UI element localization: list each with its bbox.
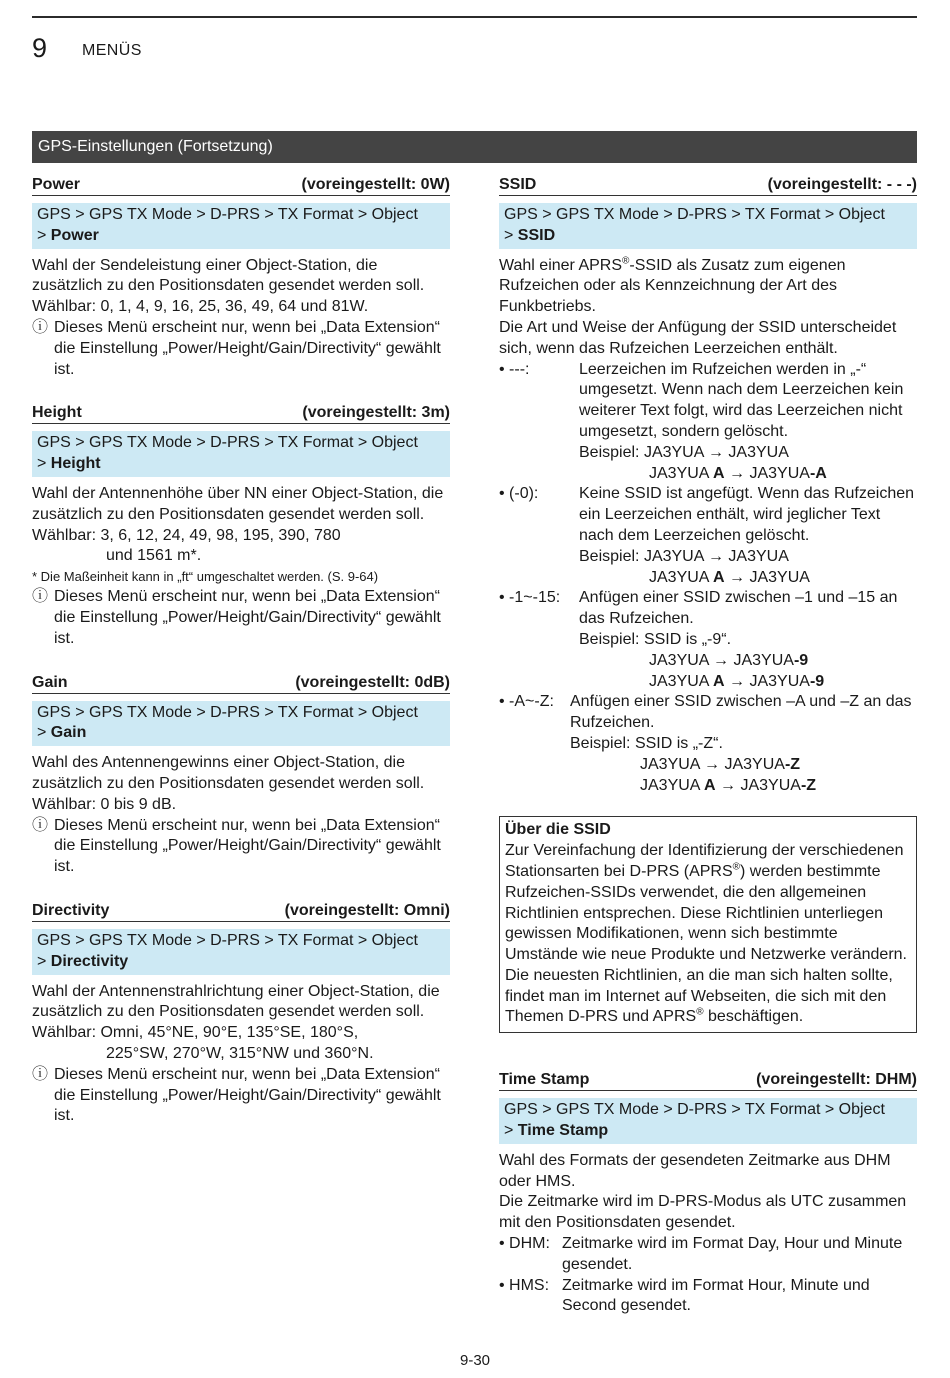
- height-section: [32, 402, 450, 649]
- timestamp-description: Wahl des Formats der gesendeten Zeitmarke aus DHM oder HMS.: [499, 1151, 891, 1190]
- power-header: [32, 174, 450, 196]
- path-separator: >: [37, 226, 51, 244]
- example-part: JA3YUA → JA3YUA: [649, 651, 794, 669]
- path-separator: >: [37, 952, 51, 970]
- example-part: → JA3YUA: [724, 672, 810, 690]
- option-key: • (-0):: [499, 485, 539, 503]
- example-part: JA3YUA → JA3YUA: [640, 755, 785, 773]
- timestamp-section: [499, 1069, 917, 1317]
- info-text: Zur Vereinfachung der Identifizierung der verschiedenen Stationsarten bei D-PRS (APRS: [505, 842, 904, 880]
- info-text: ) werden bestimmte Rufzeichen-SSIDs verwendet, die den allgemeinen Richtlinien entsprechen. Diese Richtlinien unterliegen gewissen Modifikationen, wenn sich bestimmte Umstände wie neue Produkte und Netzwerke verändern. Die neuesten Richtlinien, an die man sich halten sollte, findet man im Internet auf Webseiten, die sich mit den Themen D-PRS und APRS: [505, 862, 907, 1026]
- height-options: Wählbar: 3, 6, 12, 24, 49, 98, 195, 390, 780: [32, 526, 341, 544]
- example-line: [579, 651, 917, 672]
- option-text: Leerzeichen im Rufzeichen werden in „-“ umgesetzt. Wenn nach dem Leerzeichen kein weiterer Text folgt, wird das Leerzeichen nicht umgesetzt, sondern gelöscht.: [579, 360, 904, 440]
- path-prefix: GPS > GPS TX Mode > D-PRS > TX Format > Object: [37, 206, 418, 223]
- example-part: JA3YUA: [649, 672, 714, 690]
- path-separator: >: [37, 724, 51, 742]
- path-item: Directivity: [50, 952, 129, 970]
- power-note: [32, 318, 450, 380]
- example-part: → JA3YUA: [724, 568, 810, 586]
- height-note: [32, 587, 450, 649]
- chapter-number: 9: [32, 33, 48, 63]
- timestamp-option: [499, 1276, 917, 1318]
- directivity-header: [32, 900, 450, 922]
- height-menu-path: [32, 431, 450, 477]
- example-part: A: [713, 672, 725, 690]
- height-default: (voreingestellt: 3m): [302, 404, 450, 422]
- example-part: JA3YUA: [649, 568, 714, 586]
- directivity-title: Directivity: [32, 901, 110, 919]
- desc-text: Wahl einer APRS: [499, 256, 623, 274]
- power-description: Wahl der Sendeleistung einer Object-Station, die zusätzlich zu den Positionsdaten gesendet werden soll.: [32, 256, 425, 295]
- directivity-default: (voreingestellt: Omni): [284, 901, 450, 919]
- header-rule: [32, 16, 917, 18]
- example-line: [579, 443, 917, 464]
- option-key: • ---:: [499, 360, 530, 378]
- power-section: [32, 174, 450, 380]
- example-part: A: [713, 568, 725, 586]
- example-line: [570, 734, 917, 755]
- ssid-default: (voreingestellt: - - -): [767, 176, 917, 193]
- gain-description: Wahl des Antennengewinns einer Object-Station, die zusätzlich zu den Positionsdaten gesendet werden soll.: [32, 754, 425, 792]
- height-footnote: * Die Maßeinheit kann in „ft“ umgeschaltet werden. (S. 9-64): [32, 569, 379, 585]
- ssid-header: [499, 174, 917, 196]
- info-box-text: [505, 841, 911, 1028]
- example-part: -Z: [800, 776, 817, 794]
- info-icon: ⓘ: [32, 588, 49, 606]
- example-line: [570, 776, 917, 797]
- chapter-title: MENÜS: [82, 42, 142, 59]
- gain-title: Gain: [32, 673, 68, 691]
- path-prefix: GPS > GPS TX Mode > D-PRS > TX Format > Object: [37, 434, 418, 452]
- info-box-title: Über die SSID: [505, 821, 611, 839]
- option-text: Zeitmarke wird im Format Hour, Minute und Second gesendet.: [562, 1276, 870, 1315]
- gain-section: [32, 672, 450, 878]
- timestamp-header: [499, 1069, 917, 1091]
- directivity-description: Wahl der Antennenstrahlrichtung einer Object-Station, die zusätzlich zu den Positionsdaten gesendet werden soll.: [32, 982, 440, 1021]
- page-number: 9-30: [459, 1352, 491, 1369]
- option-key: • -A~-Z:: [499, 693, 554, 711]
- gain-options: Wählbar: 0 bis 9 dB.: [32, 795, 177, 813]
- example-part: -A: [809, 464, 827, 482]
- info-text: beschäftigen.: [703, 1008, 804, 1026]
- path-item: SSID: [517, 226, 556, 244]
- path-prefix: GPS > GPS TX Mode > D-PRS > TX Format > Object: [504, 206, 885, 223]
- timestamp-description-2: Die Zeitmarke wird im D-PRS-Modus als UTC zusammen mit den Positionsdaten gesendet.: [499, 1193, 907, 1232]
- height-description: Wahl der Antennenhöhe über NN einer Object-Station, die zusätzlich zu den Positionsdaten gesendet werden soll.: [32, 484, 444, 523]
- option-text: Anfügen einer SSID zwischen –1 und –15 an das Rufzeichen.: [579, 589, 898, 628]
- ssid-option: [499, 692, 917, 796]
- ssid-description-2: Die Art und Weise der Anfügung der SSID unterscheidet sich, wenn das Rufzeichen Leerzeichen enthält.: [499, 318, 897, 357]
- example-label: Beispiel:: [579, 630, 640, 648]
- power-default: (voreingestellt: 0W): [301, 176, 450, 193]
- note-text: Dieses Menü erscheint nur, wenn bei „Data Extension“ die Einstellung „Power/Height/Gain/Directivity“ gewählt ist.: [54, 1065, 441, 1125]
- example-part: JA3YUA: [640, 776, 705, 794]
- note-text: Dieses Menü erscheint nur, wenn bei „Data Extension“ die Einstellung „Power/Height/Gain/Directivity“ gewählt ist.: [54, 588, 441, 647]
- example-part: A: [713, 464, 725, 482]
- path-prefix: GPS > GPS TX Mode > D-PRS > TX Format > Object: [37, 931, 418, 949]
- example-line: [579, 568, 917, 589]
- directivity-menu-path: [32, 929, 450, 975]
- example-label: Beispiel:: [579, 443, 640, 461]
- directivity-note: [32, 1065, 450, 1127]
- ssid-option: [499, 588, 917, 692]
- gain-menu-path: [32, 701, 450, 747]
- example-value: SSID is „-Z“.: [634, 734, 723, 752]
- gain-note: [32, 816, 450, 878]
- info-icon: ⓘ: [32, 318, 49, 336]
- desc-text: -SSID als Zusatz zum eigenen Rufzeichen oder als Kennzeichnung der Art des Funkbetriebs.: [499, 256, 846, 316]
- registered-mark: ®: [732, 861, 741, 873]
- gain-default: (voreingestellt: 0dB): [295, 673, 450, 691]
- path-separator: >: [504, 1122, 518, 1140]
- ssid-section: [499, 174, 917, 796]
- section-bar: GPS-Einstellungen (Fortsetzung): [32, 131, 917, 163]
- path-item: Power: [50, 226, 99, 244]
- example-line: [579, 464, 917, 485]
- example-part: -9: [793, 651, 809, 669]
- height-title: Height: [32, 404, 82, 422]
- registered-mark: ®: [696, 1007, 704, 1019]
- timestamp-default: (voreingestellt: DHM): [756, 1071, 917, 1089]
- example-part: JA3YUA: [649, 464, 714, 482]
- option-text: Anfügen einer SSID zwischen –A und –Z an das Rufzeichen.: [570, 693, 912, 732]
- ssid-title: SSID: [499, 176, 537, 193]
- example-line: [570, 755, 917, 776]
- height-options-cont: und 1561 m*.: [106, 547, 202, 565]
- ssid-info-box: [499, 816, 917, 1033]
- example-part: A: [704, 776, 716, 794]
- power-options: Wählbar: 0, 1, 4, 9, 16, 25, 36, 49, 64 und 81W.: [32, 298, 369, 316]
- example-label: Beispiel:: [570, 734, 631, 752]
- timestamp-option: [499, 1234, 917, 1276]
- option-key: • HMS:: [499, 1276, 550, 1294]
- path-item: Time Stamp: [517, 1122, 609, 1140]
- option-text: Zeitmarke wird im Format Day, Hour und Minute gesendet.: [562, 1235, 903, 1273]
- example-value: SSID is „-9“.: [643, 630, 732, 648]
- example-value: JA3YUA → JA3YUA: [643, 443, 789, 461]
- gain-header: [32, 672, 450, 694]
- note-text: Dieses Menü erscheint nur, wenn bei „Data Extension“ die Einstellung „Power/Height/Gain/Directivity“ gewählt ist.: [54, 816, 441, 876]
- path-item: Gain: [50, 724, 87, 742]
- directivity-options: Wählbar: Omni, 45°NE, 90°E, 135°SE, 180°S,: [32, 1024, 359, 1042]
- option-key: • -1~-15:: [499, 589, 561, 607]
- power-title: Power: [32, 176, 81, 193]
- example-value: JA3YUA → JA3YUA: [643, 547, 789, 565]
- power-menu-path: [32, 203, 450, 249]
- ssid-menu-path: [499, 203, 917, 249]
- height-header: [32, 402, 450, 424]
- example-label: Beispiel:: [579, 547, 640, 565]
- ssid-option: [499, 360, 917, 485]
- example-line: [579, 547, 917, 568]
- directivity-section: [32, 900, 450, 1127]
- example-part: → JA3YUA: [724, 464, 810, 482]
- example-part: -9: [809, 672, 825, 690]
- ssid-description: [499, 256, 917, 318]
- timestamp-menu-path: [499, 1098, 917, 1144]
- example-part: → JA3YUA: [715, 776, 801, 794]
- path-prefix: GPS > GPS TX Mode > D-PRS > TX Format > Object: [37, 703, 418, 721]
- option-key: • DHM:: [499, 1235, 550, 1253]
- example-part: -Z: [784, 755, 801, 773]
- timestamp-title: Time Stamp: [499, 1071, 590, 1089]
- example-line: [579, 672, 917, 693]
- registered-mark: ®: [622, 255, 630, 267]
- path-item: Height: [50, 455, 101, 473]
- example-line: [579, 630, 917, 651]
- info-icon: ⓘ: [32, 1065, 49, 1083]
- note-text: Dieses Menü erscheint nur, wenn bei „Data Extension“ die Einstellung „Power/Height/Gain/Directivity“ gewählt ist.: [54, 318, 441, 378]
- path-prefix: GPS > GPS TX Mode > D-PRS > TX Format > Object: [504, 1101, 885, 1119]
- right-column: [499, 174, 917, 1317]
- left-column: [32, 174, 450, 1149]
- info-icon: ⓘ: [32, 816, 49, 834]
- directivity-options-cont: 225°SW, 270°W, 315°NW und 360°N.: [106, 1044, 374, 1062]
- path-separator: >: [37, 455, 51, 473]
- option-text: Keine SSID ist angefügt. Wenn das Rufzeichen ein Leerzeichen enthält, wird jeglicher Text nach dem Leerzeichen gelöscht.: [579, 485, 915, 544]
- path-separator: >: [504, 226, 518, 244]
- ssid-option: [499, 484, 917, 588]
